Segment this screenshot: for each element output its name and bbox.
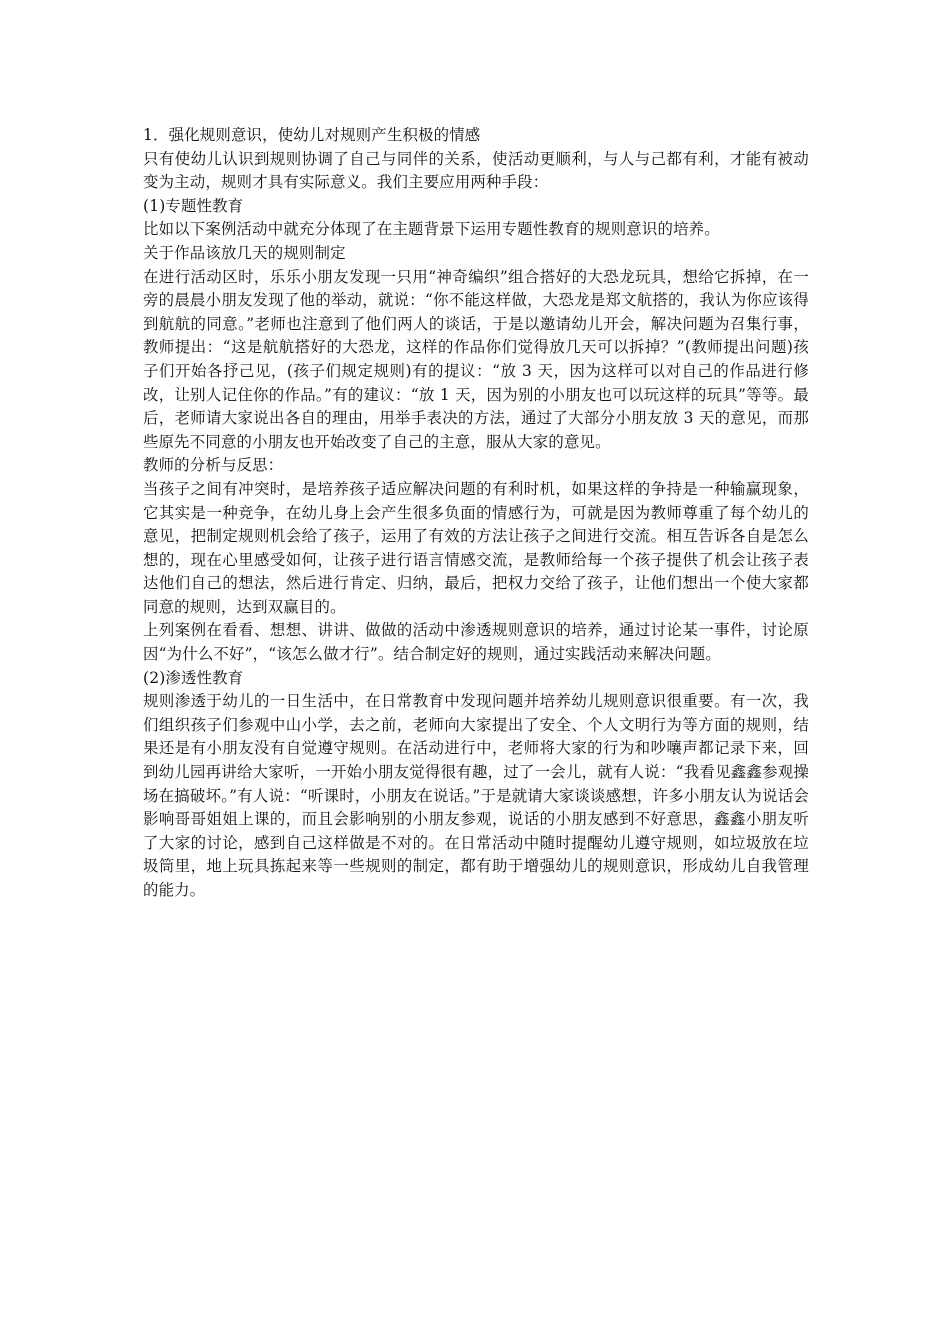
document-body <box>143 124 809 903</box>
analysis-paragraph: 当孩子之间有冲突时，是培养孩子适应解决问题的有利时机，如果这样的争持是一种输赢现象，它其实是一种竞争，在幼儿身上会产生很多负面的情感行为，可就是因为教师尊重了每个幼儿的意见，把制定规则机会给了孩子，运用了有效的方法让孩子之间进行交流。相互告诉各自是怎么想的，现在心里感受如何，让孩子进行语言情感交流，是教师给每一个孩子提供了机会让孩子表达他们自己的想法，然后进行肯定、归纳，最后，把权力交给了孩子，让他们想出一个使大家都同意的规则，达到双赢目的。 <box>143 479 809 616</box>
paragraph: 比如以下案例活动中就充分体现了在主题背景下运用专题性教育的规则意识的培养。 <box>143 220 720 239</box>
summary-paragraph: 上列案例在看看、想想、讲讲、做做的活动中渗透规则意识的培养，通过讨论某一事件，讨论原因“为什么不好”，“该怎么做才行”。结合制定好的规则，通过实践活动来解决问题。 <box>143 621 809 664</box>
intro-paragraph: 只有使幼儿认识到规则协调了自己与同伴的关系，使活动更顺利，与人与己都有利，才能有被动变为主动，规则才具有实际意义。我们主要应用两种手段： <box>143 149 809 192</box>
section-heading: 1．强化规则意识，使幼儿对规则产生积极的情感 <box>143 126 481 144</box>
final-paragraph: 规则渗透于幼儿的一日生活中，在日常教育中发现问题并培养幼儿规则意识很重要。有一次，我们组织孩子们参观中山小学，去之前，老师向大家提出了安全、个人文明行为等方面的规则，结果还是有小朋友没有自觉遵守规则。在活动进行中，老师将大家的行为和吵嚷声都记录下来，回到幼儿园再讲给大家听，一开始小朋友觉得很有趣，过了一会儿，就有人说：“我看见鑫鑫参观操场在搞破坏。”有人说：“听课时，小朋友在说话。”于是就请大家谈谈感想，许多小朋友认为说话会影响哥哥姐姐上课的，而且会影响别的小朋友参观，说话的小朋友感到不好意思，鑫鑫小朋友听了大家的讨论，感到自己这样做是不对的。在日常活动中随时提醒幼儿遵守规则，如垃圾放在垃圾筒里，地上玩具拣起来等一些规则的制定，都有助于增强幼儿的规则意识，形成幼儿自我管理的能力。 <box>143 692 809 899</box>
subsection-heading-1: (1)专题性教育 <box>143 196 244 215</box>
case-paragraph: 在进行活动区时，乐乐小朋友发现一只用“神奇编织”组合搭好的大恐龙玩具，想给它拆掉，在一旁的晨晨小朋友发现了他的举动，就说：“你不能这样做，大恐龙是郑文航搭的，我认为你应该得到航航的同意。”老师也注意到了他们两人的谈话，于是以邀请幼儿开会，解决问题为召集行事，教师提出：“这是航航搭好的大恐龙，这样的作品你们觉得放几天可以拆掉？”(教师提出问题)孩子们开始各抒己见，(孩子们规定规则)有的提议：“放 3 天，因为这样可以对自己的作品进行修改，让别人记住你的作品。”有的建议：“放 1 天，因为别的小朋友也可以玩这样的玩具”等等。最后，老师请大家说出各自的理由，用举手表决的方法，通过了大部分小朋友放 3 天的意见，而那些原先不同意的小朋友也开始改变了自己的主意，服从大家的意见。 <box>143 267 809 451</box>
analysis-heading: 教师的分析与反思： <box>143 456 284 475</box>
subsection-heading-2: (2)渗透性教育 <box>143 668 244 687</box>
case-title: 关于作品该放几天的规则制定 <box>143 243 346 262</box>
